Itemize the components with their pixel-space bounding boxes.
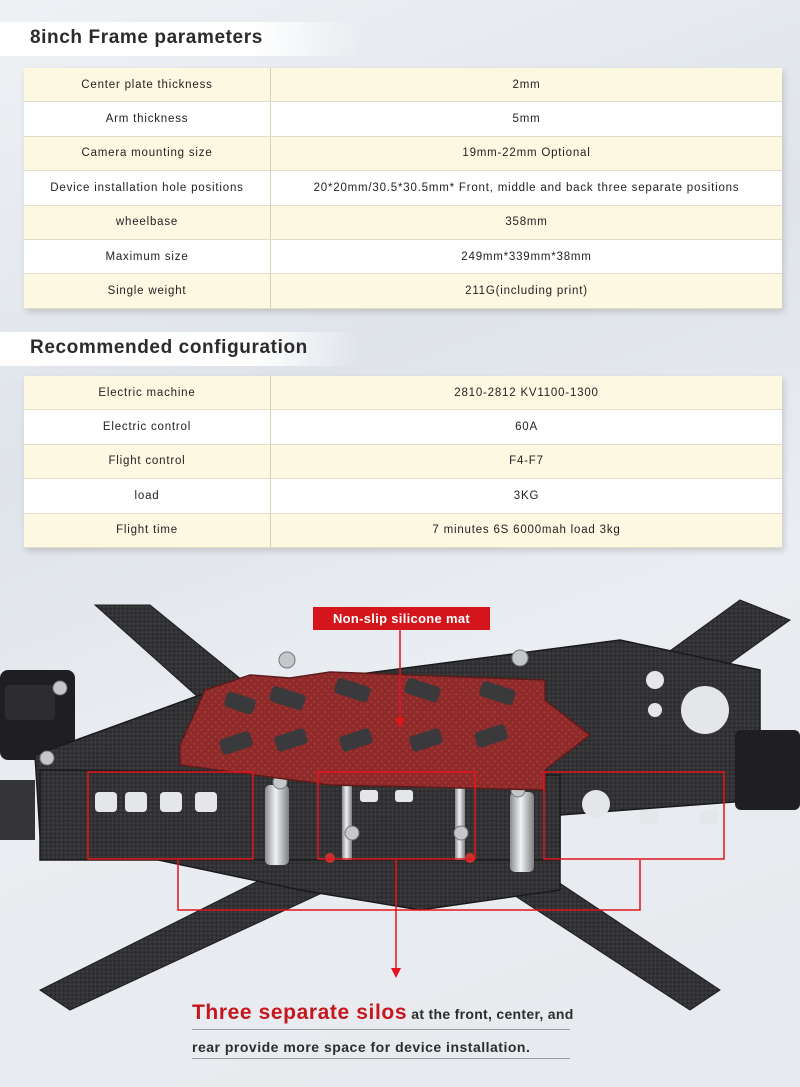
table-row <box>24 444 782 478</box>
param-value: 20*20mm/30.5*30.5mm* Front, middle and back three separate positions <box>271 171 783 205</box>
screw-red <box>325 853 335 863</box>
silicone-mat-label: Non-slip silicone mat <box>313 607 490 630</box>
frame-parameters-header <box>0 22 360 56</box>
frame-parameters-table <box>24 68 782 309</box>
config-label: Electric control <box>24 410 271 444</box>
param-value: 19mm-22mm Optional <box>271 136 783 170</box>
table-row <box>24 205 782 239</box>
table-row <box>24 513 782 547</box>
param-value: 249mm*339mm*38mm <box>271 239 783 273</box>
recommended-config-table <box>24 376 782 548</box>
param-label: Camera mounting size <box>24 136 271 170</box>
table-row <box>24 171 782 205</box>
table-row <box>24 102 782 136</box>
config-value: 2810-2812 KV1100-1300 <box>271 376 783 410</box>
caption-line-1 <box>192 1001 574 1025</box>
caption-underline <box>192 1058 570 1059</box>
param-value: 358mm <box>271 205 783 239</box>
caption-line-2: rear provide more space for device installation. <box>192 1039 531 1055</box>
config-label: Flight control <box>24 444 271 478</box>
param-label: Device installation hole positions <box>24 171 271 205</box>
table-row <box>24 274 782 308</box>
frame-parameters-title: 8inch Frame parameters <box>30 27 263 48</box>
caption-underline <box>192 1029 570 1030</box>
table-row <box>24 68 782 102</box>
param-label: Arm thickness <box>24 102 271 136</box>
screw-red <box>465 853 475 863</box>
param-label: Center plate thickness <box>24 68 271 102</box>
config-label: load <box>24 479 271 513</box>
param-label: wheelbase <box>24 205 271 239</box>
config-value: F4-F7 <box>271 444 783 478</box>
param-value: 5mm <box>271 102 783 136</box>
config-label: Flight time <box>24 513 271 547</box>
right-arm-clamp <box>735 730 800 810</box>
table-row <box>24 376 782 410</box>
config-value: 3KG <box>271 479 783 513</box>
config-label: Electric machine <box>24 376 271 410</box>
caption-rest: at the front, center, and <box>407 1006 574 1022</box>
arrow-down-icon <box>391 968 401 978</box>
table-row <box>24 239 782 273</box>
caption-highlight: Three separate silos <box>192 1001 408 1024</box>
config-value: 60A <box>271 410 783 444</box>
config-value: 7 minutes 6S 6000mah load 3kg <box>271 513 783 547</box>
param-label: Maximum size <box>24 239 271 273</box>
table-row <box>24 410 782 444</box>
recommended-config-title: Recommended configuration <box>30 337 308 358</box>
param-label: Single weight <box>24 274 271 308</box>
param-value: 211G(including print) <box>271 274 783 308</box>
table-row <box>24 479 782 513</box>
param-value: 2mm <box>271 68 783 102</box>
recommended-config-header <box>0 332 360 366</box>
table-row <box>24 136 782 170</box>
